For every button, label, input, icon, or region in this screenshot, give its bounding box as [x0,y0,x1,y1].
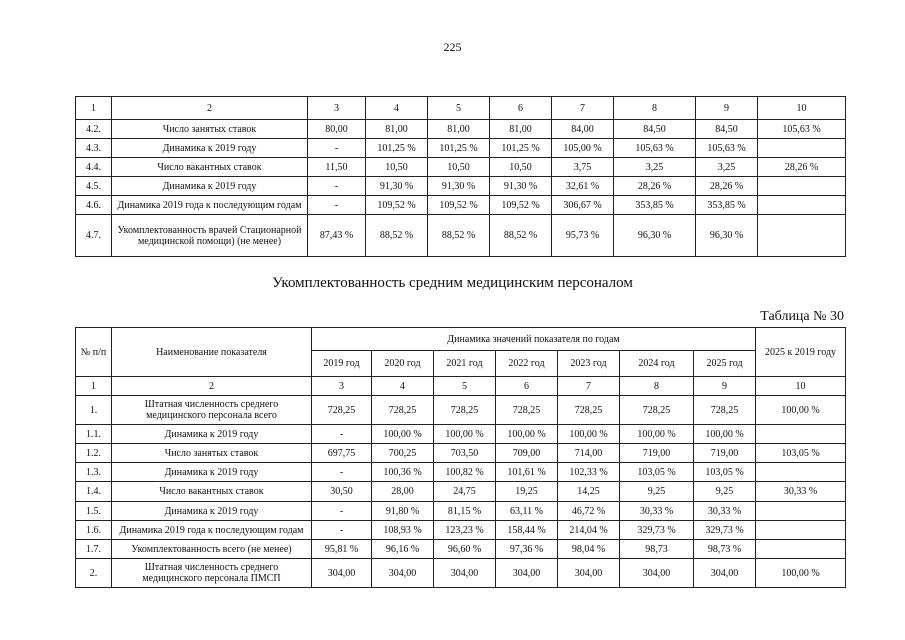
value-cell: 3,75 [552,158,614,177]
table-row [76,425,846,444]
value-cell: 10,50 [490,158,552,177]
value-cell: 3,25 [696,158,758,177]
column-number-cell: 4 [366,97,428,120]
value-cell: 95,81 % [312,540,372,559]
value-cell: 304,00 [312,559,372,588]
value-cell: - [312,463,372,482]
value-cell: 304,00 [372,559,434,588]
column-number-cell: 7 [552,97,614,120]
indicator-name-cell: Укомплектованность врачей Стационарной медицинской помощи) (не менее) [112,215,308,257]
value-cell: 105,63 % [758,120,846,139]
header-name: Наименование показателя [112,328,312,377]
value-cell: 101,25 % [428,139,490,158]
value-cell: 109,52 % [428,196,490,215]
column-number-cell: 3 [312,377,372,396]
row-number-cell: 4.6. [76,196,112,215]
column-number-cell: 8 [620,377,694,396]
row-number-cell: 1.4. [76,482,112,502]
value-cell: 103,05 % [756,444,846,463]
column-number-cell: 8 [614,97,696,120]
value-cell: 91,30 % [490,177,552,196]
value-cell [756,521,846,540]
value-cell: 109,52 % [366,196,428,215]
value-cell: 96,16 % [372,540,434,559]
value-cell [758,196,846,215]
value-cell: 101,25 % [490,139,552,158]
header-row-top [76,328,846,351]
value-cell: 304,00 [496,559,558,588]
value-cell: 719,00 [694,444,756,463]
column-number-cell: 2 [112,97,308,120]
row-number-cell: 1.5. [76,502,112,521]
value-cell: 97,36 % [496,540,558,559]
page-number: 225 [443,40,462,54]
value-cell: 100,00 % [756,396,846,425]
row-number-cell: 4.5. [76,177,112,196]
staffing-table-doctors [75,96,846,257]
value-cell: 46,72 % [558,502,620,521]
row-number-cell: 4.3. [76,139,112,158]
row-number-cell: 4.2. [76,120,112,139]
value-cell: 80,00 [308,120,366,139]
value-cell [756,502,846,521]
value-cell [758,177,846,196]
value-cell: 353,85 % [614,196,696,215]
value-cell: - [312,425,372,444]
value-cell: 101,25 % [366,139,428,158]
value-cell: 306,67 % [552,196,614,215]
column-number-row [76,377,846,396]
value-cell: 709,00 [496,444,558,463]
value-cell: 3,25 [614,158,696,177]
indicator-name-cell: Число вакантных ставок [112,158,308,177]
header-year: 2024 год [620,351,694,377]
value-cell: 728,25 [372,396,434,425]
value-cell: 100,00 % [558,425,620,444]
value-cell: 81,00 [428,120,490,139]
row-number-cell: 1. [76,396,112,425]
indicator-name-cell: Число занятых ставок [112,120,308,139]
value-cell: 105,63 % [614,139,696,158]
value-cell: 700,25 [372,444,434,463]
row-number-cell: 1.2. [76,444,112,463]
value-cell: 19,25 [496,482,558,502]
table-row [76,463,846,482]
column-number-cell: 4 [372,377,434,396]
value-cell: 84,50 [614,120,696,139]
value-cell: - [308,177,366,196]
value-cell: 353,85 % [696,196,758,215]
value-cell: - [308,196,366,215]
value-cell: 81,00 [366,120,428,139]
column-number-cell: 7 [558,377,620,396]
table-row [76,158,846,177]
table-row [76,559,846,588]
value-cell: 103,05 % [620,463,694,482]
header-year: 2025 год [694,351,756,377]
table-row [76,196,846,215]
value-cell: 100,00 % [694,425,756,444]
header-year: 2019 год [312,351,372,377]
indicator-name-cell: Динамика к 2019 году [112,502,312,521]
value-cell: 703,50 [434,444,496,463]
column-number-cell: 5 [434,377,496,396]
table-row [76,482,846,502]
table-caption: Таблица № 30 [760,309,844,324]
column-number-cell: 1 [76,97,112,120]
value-cell: 728,25 [312,396,372,425]
column-number-cell: 2 [112,377,312,396]
value-cell: 98,73 % [694,540,756,559]
value-cell: 88,52 % [490,215,552,257]
value-cell [756,540,846,559]
value-cell: 100,00 % [620,425,694,444]
value-cell: 105,63 % [696,139,758,158]
value-cell [758,139,846,158]
header-year: 2022 год [496,351,558,377]
value-cell: 329,73 % [694,521,756,540]
column-number-cell: 1 [76,377,112,396]
value-cell: 32,61 % [552,177,614,196]
value-cell: 87,43 % [308,215,366,257]
table-row [76,540,846,559]
indicator-name-cell: Динамика к 2019 году [112,139,308,158]
indicator-name-cell: Число занятых ставок [112,444,312,463]
value-cell: 108,93 % [372,521,434,540]
value-cell: 91,30 % [366,177,428,196]
indicator-name-cell: Динамика 2019 года к последующим годам [112,196,308,215]
value-cell [756,463,846,482]
indicator-name-cell: Динамика 2019 года к последующим годам [112,521,312,540]
indicator-name-cell: Динамика к 2019 году [112,425,312,444]
value-cell: 28,00 [372,482,434,502]
value-cell: 81,15 % [434,502,496,521]
value-cell: 28,26 % [758,158,846,177]
indicator-name-cell: Число вакантных ставок [112,482,312,502]
value-cell: 105,00 % [552,139,614,158]
value-cell: 96,60 % [434,540,496,559]
column-number-cell: 5 [428,97,490,120]
header-group: Динамика значений показателя по годам [312,328,756,351]
value-cell: 304,00 [434,559,496,588]
value-cell: 719,00 [620,444,694,463]
header-last: 2025 к 2019 году [756,328,846,377]
value-cell: 100,00 % [496,425,558,444]
column-number-cell: 6 [496,377,558,396]
table-row [76,215,846,257]
value-cell: - [312,502,372,521]
column-number-cell: 6 [490,97,552,120]
value-cell: 30,33 % [694,502,756,521]
table-row [76,139,846,158]
value-cell: 30,33 % [756,482,846,502]
value-cell: 100,00 % [372,425,434,444]
value-cell: 728,25 [496,396,558,425]
header-year: 2020 год [372,351,434,377]
header-num: № п/п [76,328,112,377]
value-cell: 98,04 % [558,540,620,559]
value-cell: 123,23 % [434,521,496,540]
value-cell: 30,33 % [620,502,694,521]
value-cell: 63,11 % [496,502,558,521]
column-number-row [76,97,846,120]
column-number-cell: 10 [758,97,846,120]
value-cell: 101,61 % [496,463,558,482]
column-number-cell: 9 [694,377,756,396]
row-number-cell: 4.7. [76,215,112,257]
indicator-name-cell: Штатная численность среднего медицинского персонала всего [112,396,312,425]
value-cell: 304,00 [558,559,620,588]
value-cell: 81,00 [490,120,552,139]
value-cell: 88,52 % [366,215,428,257]
value-cell: 96,30 % [696,215,758,257]
row-number-cell: 1.3. [76,463,112,482]
column-number-cell: 9 [696,97,758,120]
staffing-table-nurses [75,327,846,588]
value-cell [758,215,846,257]
header-year: 2023 год [558,351,620,377]
column-number-cell: 10 [756,377,846,396]
row-number-cell: 4.4. [76,158,112,177]
value-cell: 14,25 [558,482,620,502]
value-cell: 728,25 [558,396,620,425]
indicator-name-cell: Динамика к 2019 году [112,177,308,196]
value-cell: 102,33 % [558,463,620,482]
value-cell: 28,26 % [614,177,696,196]
table-row [76,444,846,463]
row-number-cell: 2. [76,559,112,588]
indicator-name-cell: Штатная численность среднего медицинского персонала ПМСП [112,559,312,588]
value-cell: 728,25 [620,396,694,425]
value-cell: 28,26 % [696,177,758,196]
value-cell: 304,00 [620,559,694,588]
table-row [76,120,846,139]
value-cell: 100,00 % [756,559,846,588]
row-number-cell: 1.1. [76,425,112,444]
value-cell: 24,75 [434,482,496,502]
value-cell: 10,50 [428,158,490,177]
value-cell: 9,25 [620,482,694,502]
value-cell: 84,00 [552,120,614,139]
section-heading: Укомплектованность средним медицинским персоналом [272,275,633,291]
value-cell: 714,00 [558,444,620,463]
value-cell: 100,82 % [434,463,496,482]
value-cell: 329,73 % [620,521,694,540]
header-year: 2021 год [434,351,496,377]
indicator-name-cell: Укомплектованность всего (не менее) [112,540,312,559]
value-cell: 304,00 [694,559,756,588]
value-cell: 697,75 [312,444,372,463]
table-row [76,502,846,521]
value-cell: 98,73 [620,540,694,559]
value-cell: 214,04 % [558,521,620,540]
value-cell: 728,25 [694,396,756,425]
value-cell: - [312,521,372,540]
column-number-cell: 3 [308,97,366,120]
value-cell: 10,50 [366,158,428,177]
value-cell: 9,25 [694,482,756,502]
value-cell: 88,52 % [428,215,490,257]
row-number-cell: 1.6. [76,521,112,540]
row-number-cell: 1.7. [76,540,112,559]
value-cell: 30,50 [312,482,372,502]
value-cell: 100,00 % [434,425,496,444]
indicator-name-cell: Динамика к 2019 году [112,463,312,482]
table-row [76,177,846,196]
value-cell: 100,36 % [372,463,434,482]
value-cell: 84,50 [696,120,758,139]
value-cell: 11,50 [308,158,366,177]
value-cell: 728,25 [434,396,496,425]
value-cell: 103,05 % [694,463,756,482]
value-cell: 91,30 % [428,177,490,196]
table-row [76,521,846,540]
value-cell: 158,44 % [496,521,558,540]
value-cell: 91,80 % [372,502,434,521]
value-cell [756,425,846,444]
value-cell: 96,30 % [614,215,696,257]
value-cell: - [308,139,366,158]
table-row [76,396,846,425]
value-cell: 109,52 % [490,196,552,215]
value-cell: 95,73 % [552,215,614,257]
